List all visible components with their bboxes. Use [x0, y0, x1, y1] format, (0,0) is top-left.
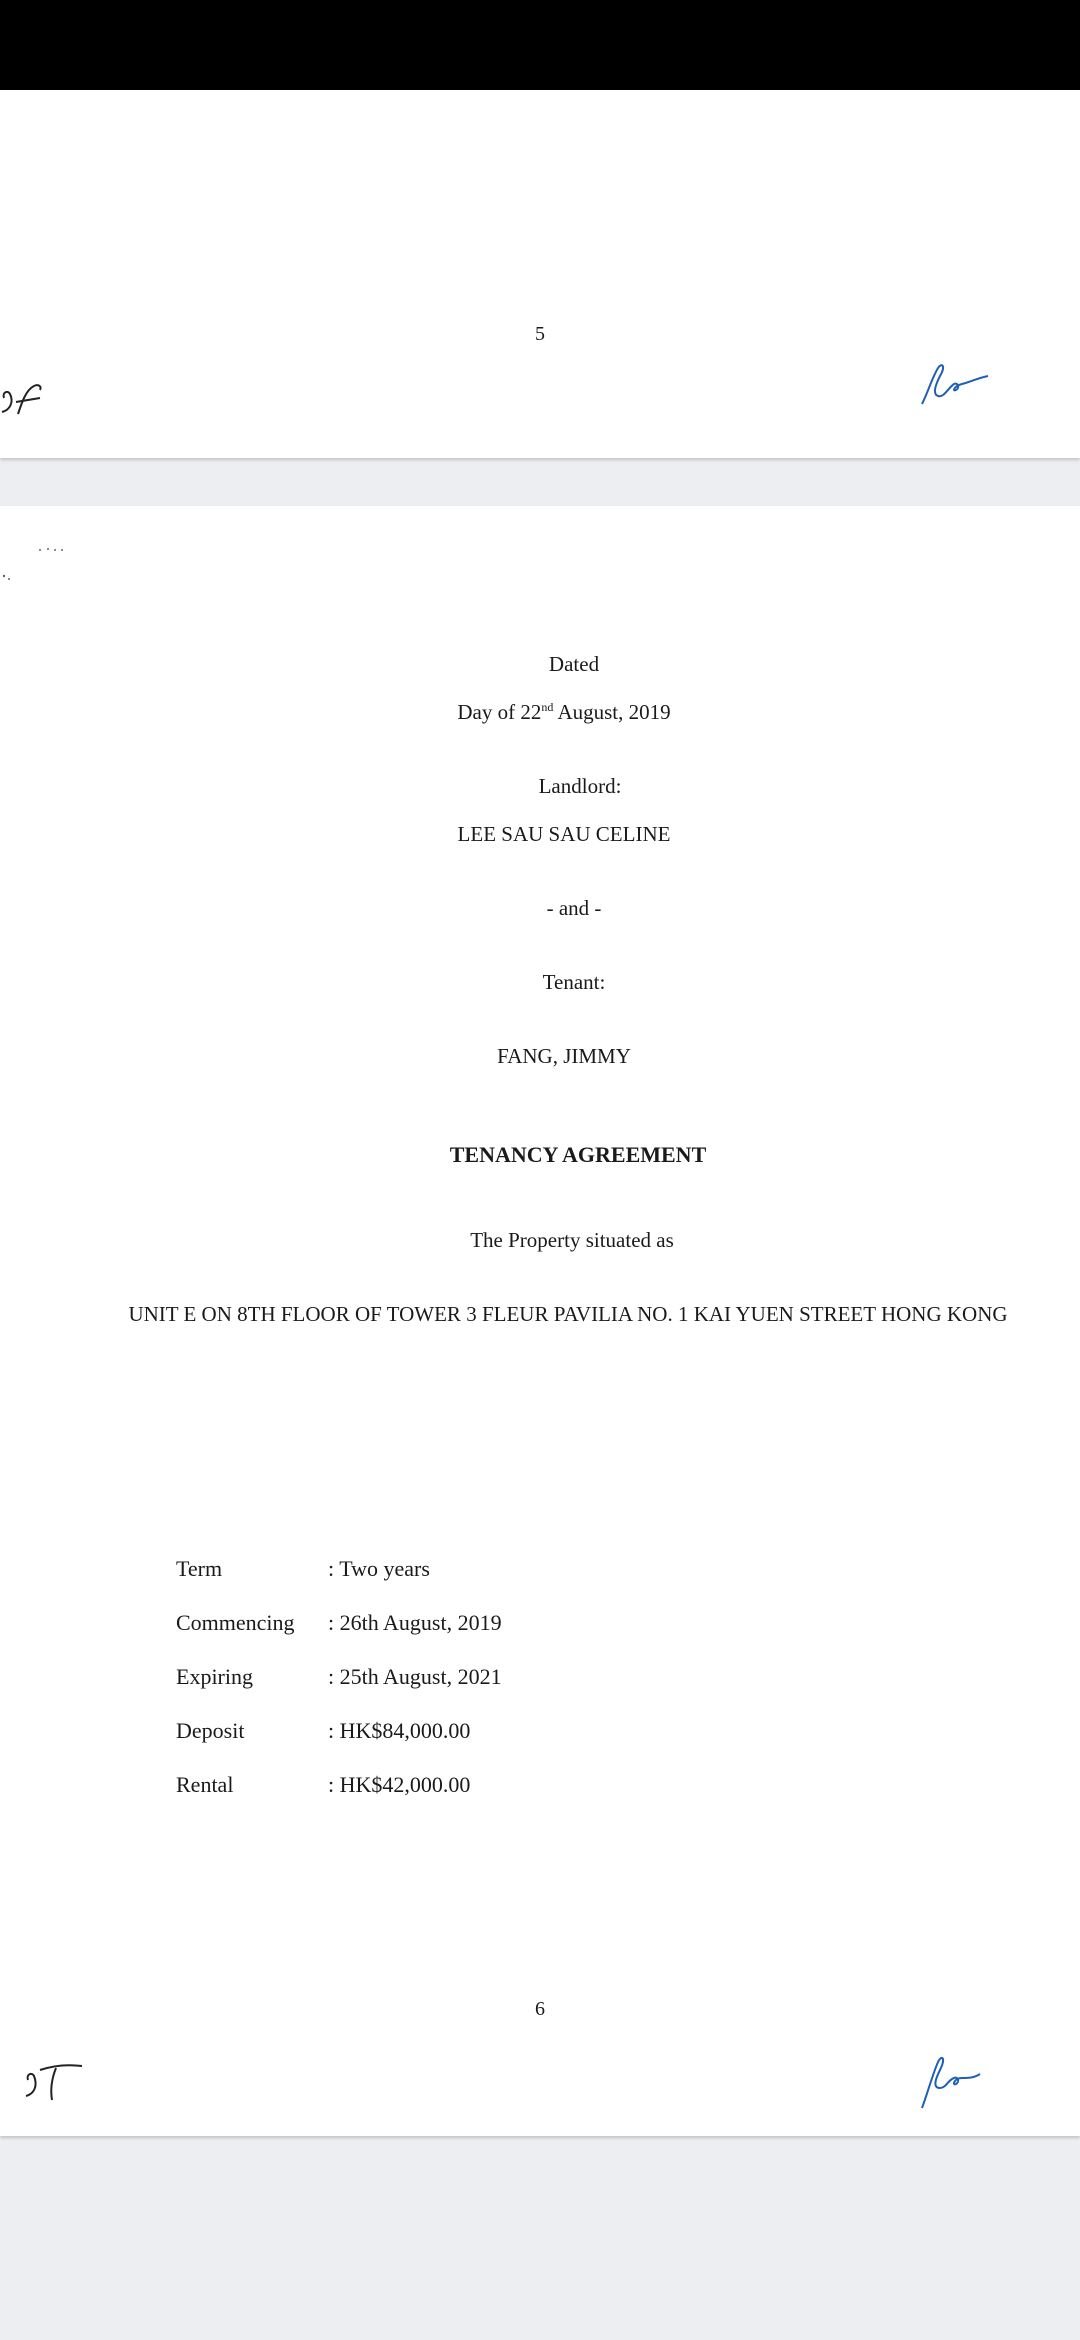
landlord-initials-signature: [918, 358, 990, 408]
dated-date: Day of 22nd August, 2019: [457, 700, 671, 724]
term-label: Deposit: [176, 1718, 245, 1743]
term-label: Commencing: [176, 1610, 295, 1635]
term-value: : 25th August, 2021: [328, 1664, 502, 1689]
tenant-name: FANG, JIMMY: [497, 1044, 631, 1068]
status-bar: [0, 0, 1080, 90]
landlord-name: LEE SAU SAU CELINE: [457, 822, 671, 846]
tenant-initials-signature: [0, 372, 60, 422]
term-row-commencing: [176, 1610, 502, 1664]
terms-table: [176, 1556, 502, 1826]
tenant-label: Tenant:: [542, 970, 606, 994]
tenant-initials-signature: [22, 2046, 86, 2106]
term-label: Term: [176, 1556, 223, 1581]
document-page-6: [0, 506, 1080, 2136]
dated-label: Dated: [548, 652, 600, 676]
page-number: 5: [535, 323, 545, 345]
document-title: TENANCY AGREEMENT: [449, 1142, 707, 1167]
property-label: The Property situated as: [470, 1228, 674, 1252]
term-row-rental: [176, 1772, 502, 1826]
term-label: Rental: [176, 1772, 234, 1797]
term-label: Expiring: [176, 1664, 253, 1689]
term-value: : 26th August, 2019: [328, 1610, 502, 1635]
landlord-label: Landlord:: [538, 774, 622, 798]
term-row-deposit: [176, 1718, 502, 1772]
term-value: : Two years: [328, 1556, 430, 1581]
property-address: UNIT E ON 8TH FLOOR OF TOWER 3 FLEUR PAVILIA NO. 1 KAI YUEN STREET HONG KONG: [128, 1302, 1008, 1326]
and-separator: - and -: [546, 896, 602, 920]
term-value: : HK$84,000.00: [328, 1718, 471, 1743]
term-row-expiring: [176, 1664, 502, 1718]
scan-specks: [0, 546, 70, 591]
page-number: 6: [535, 1998, 545, 2020]
landlord-initials-signature: [918, 2044, 982, 2110]
term-row-term: [176, 1556, 502, 1610]
term-value: : HK$42,000.00: [328, 1772, 471, 1797]
document-page-5: [0, 90, 1080, 458]
